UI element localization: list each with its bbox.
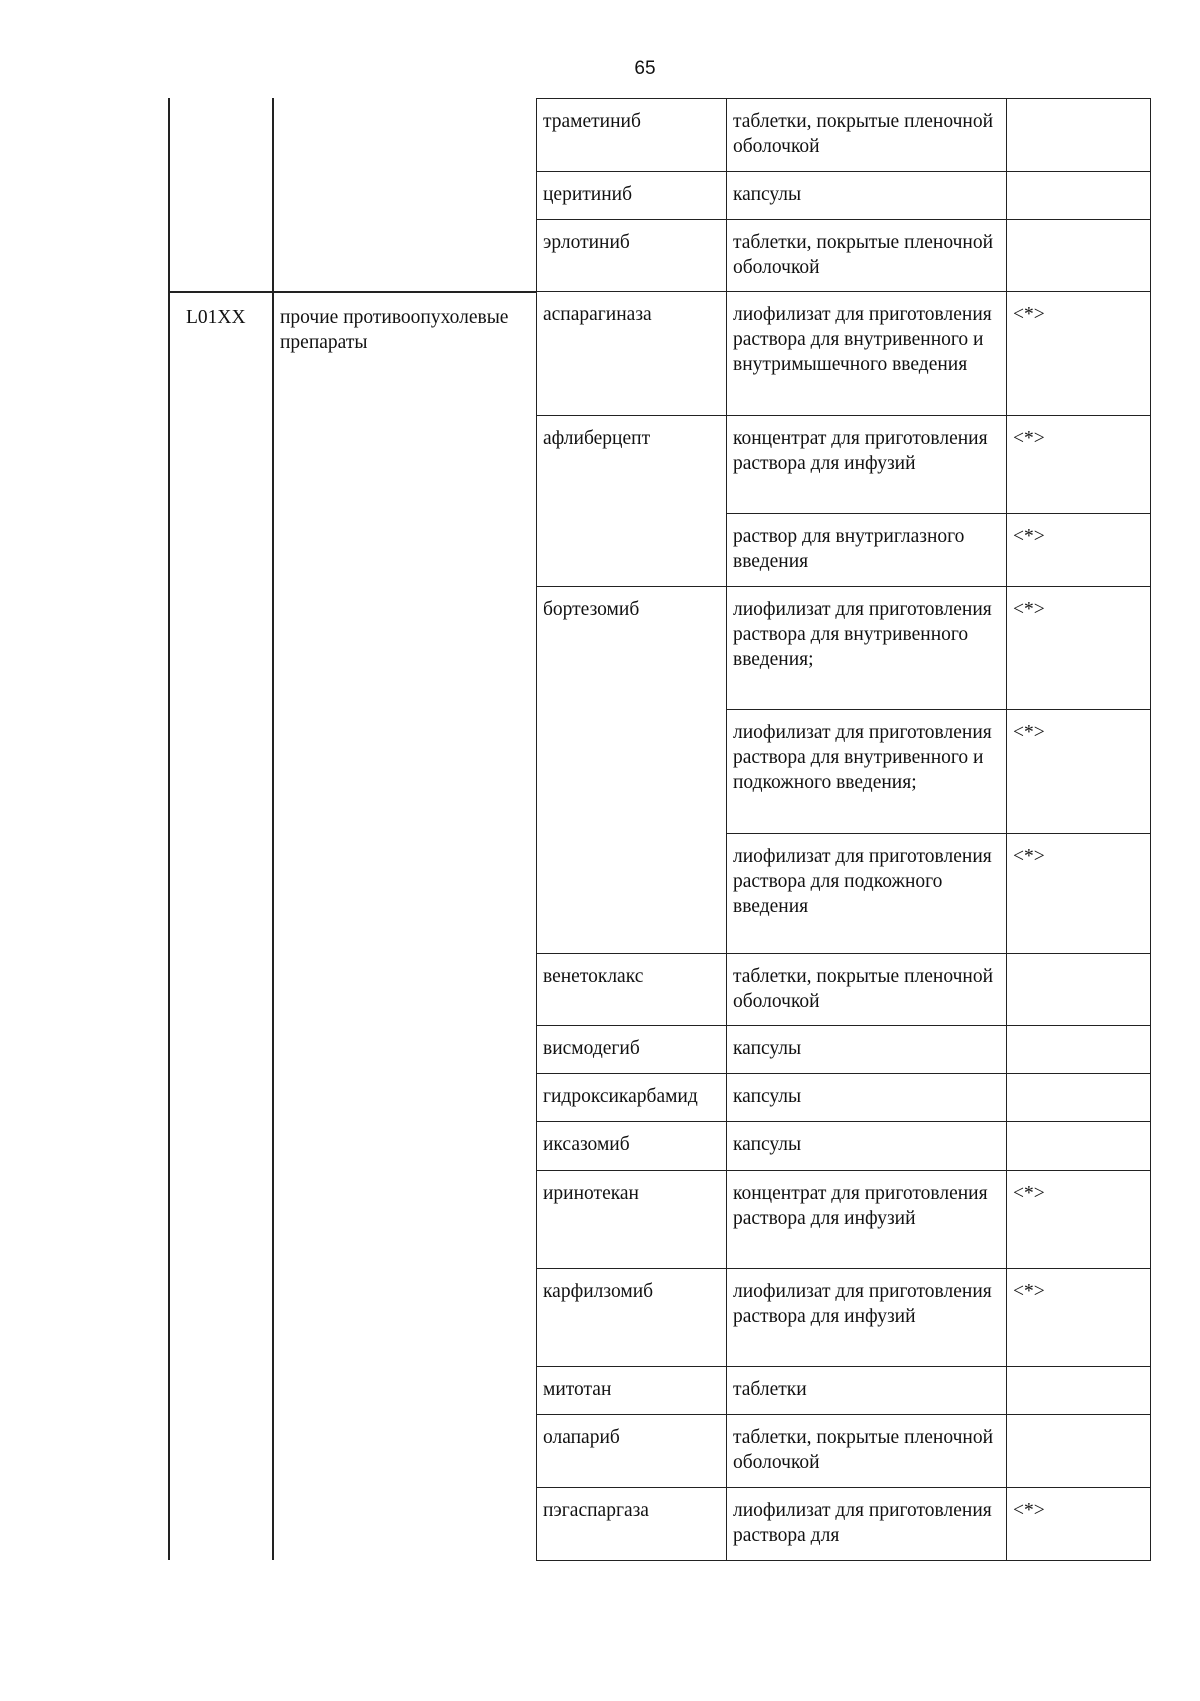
drug-name-cell: пэгаспаргаза [536,1487,727,1561]
note-mark-cell: <*> [1006,1268,1151,1367]
drug-name-cell: иксазомиб [536,1121,727,1171]
note-mark-cell [1006,219,1151,292]
table-group-top-line [168,291,536,293]
group-name: прочие противоопухолевые препараты [280,307,509,353]
dosage-form-cell: лиофилизат для приготовления раствора для [726,1487,1007,1561]
dosage-form-cell: таблетки, покрытые пленочной оболочкой [726,98,1007,172]
note-mark-cell: <*> [1006,1487,1151,1561]
note-mark-cell: <*> [1006,833,1151,954]
drug-name-cell: олапариб [536,1414,727,1488]
drug-name-cell: карфилзомиб [536,1268,727,1367]
dosage-form-cell: раствор для внутриглазного введения [726,513,1007,587]
note-mark-cell: <*> [1006,586,1151,710]
note-mark-cell [1006,1073,1151,1122]
drug-name-cell: иринотекан [536,1170,727,1269]
drug-name-cell: бортезомиб [536,586,727,954]
dosage-form-cell: концентрат для приготовления раствора для инфузий [726,415,1007,514]
page-number: 65 [634,58,656,79]
note-mark-cell [1006,953,1151,1026]
drug-name-cell: эрлотиниб [536,219,727,292]
dosage-form-cell: концентрат для приготовления раствора для инфузий [726,1170,1007,1269]
note-mark-cell [1006,1414,1151,1488]
dosage-form-cell: лиофилизат для приготовления раствора для внутривенного и внутримышечного введения [726,291,1007,416]
table-group-divider [272,98,274,1560]
note-mark-cell [1006,1366,1151,1415]
drug-name-cell: венетоклакс [536,953,727,1026]
note-mark-cell [1006,171,1151,220]
dosage-form-cell: таблетки, покрытые пленочной оболочкой [726,1414,1007,1488]
dosage-form-cell: таблетки, покрытые пленочной оболочкой [726,953,1007,1026]
note-mark-cell: <*> [1006,709,1151,834]
drug-name-cell: митотан [536,1366,727,1415]
note-mark-cell [1006,1025,1151,1074]
note-mark-cell: <*> [1006,1170,1151,1269]
dosage-form-cell: таблетки [726,1366,1007,1415]
note-mark-cell: <*> [1006,513,1151,587]
dosage-form-cell: лиофилизат для приготовления раствора для инфузий [726,1268,1007,1367]
dosage-form-cell: лиофилизат для приготовления раствора для подкожного введения [726,833,1007,954]
dosage-form-cell: лиофилизат для приготовления раствора для внутривенного введения; [726,586,1007,710]
drug-name-cell: церитиниб [536,171,727,220]
drug-name-cell: висмодегиб [536,1025,727,1074]
note-mark-cell: <*> [1006,291,1151,416]
dosage-form-cell: таблетки, покрытые пленочной оболочкой [726,219,1007,292]
dosage-form-cell: капсулы [726,1025,1007,1074]
dosage-form-cell: капсулы [726,171,1007,220]
atc-code: L01XX [186,307,246,328]
note-mark-cell [1006,1121,1151,1171]
drug-name-cell: афлиберцепт [536,415,727,587]
note-mark-cell: <*> [1006,415,1151,514]
dosage-form-cell: капсулы [726,1121,1007,1171]
dosage-form-cell: капсулы [726,1073,1007,1122]
table-left-border [168,98,170,1560]
drug-name-cell: траметиниб [536,98,727,172]
note-mark-cell [1006,98,1151,172]
drug-name-cell: гидроксикарбамид [536,1073,727,1122]
dosage-form-cell: лиофилизат для приготовления раствора для внутривенного и подкожного введения; [726,709,1007,834]
drug-name-cell: аспарагиназа [536,291,727,416]
